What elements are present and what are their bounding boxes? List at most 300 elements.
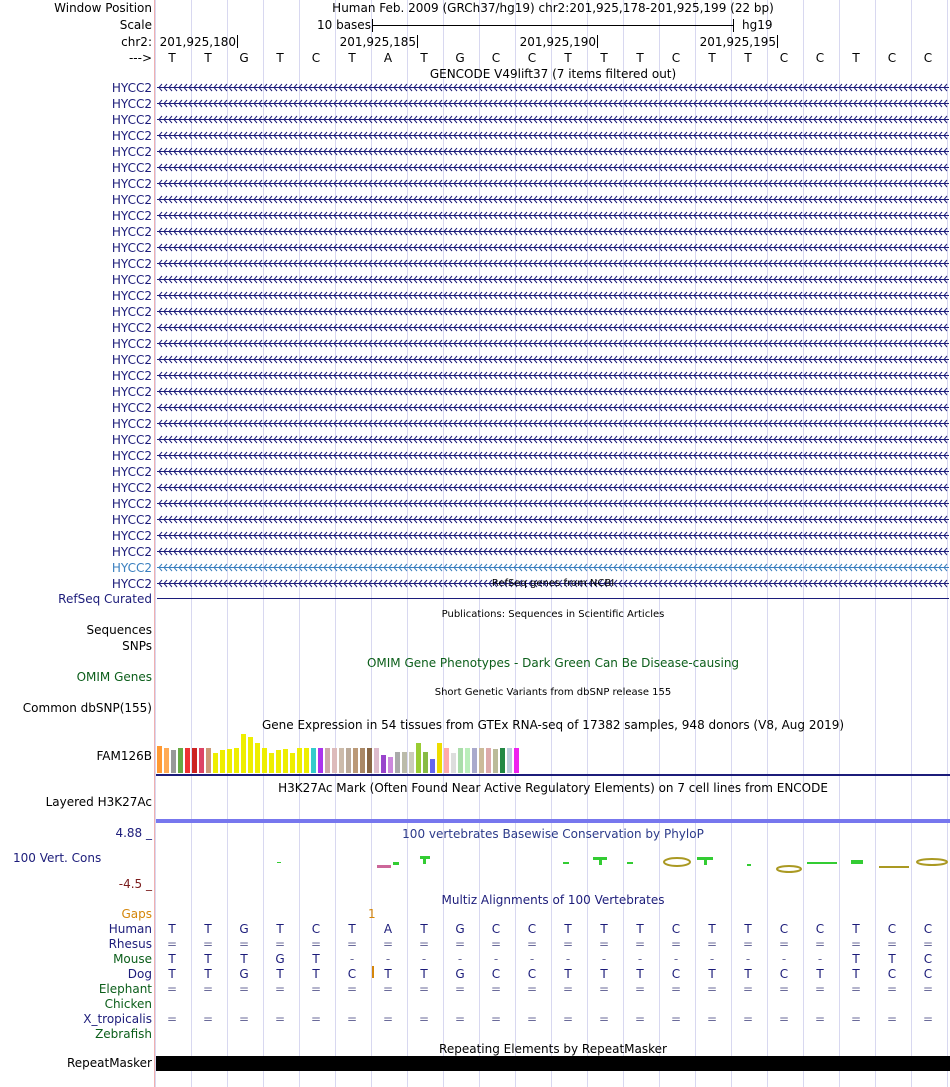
alignment-base: T (420, 967, 428, 981)
gencode-transcript-label[interactable]: HYCC2 (111, 369, 152, 383)
gtex-tissue-bar[interactable] (416, 743, 421, 773)
gencode-transcript-label[interactable]: HYCC2 (111, 417, 152, 431)
alignment-base: = (742, 937, 754, 951)
publications-title: Publications: Sequences in Scientific Articles (441, 609, 665, 620)
alignment-base: - (493, 952, 499, 966)
scale-db: hg19 (742, 18, 773, 32)
alignment-base: T (636, 967, 644, 981)
gencode-transcript-label[interactable]: HYCC2 (111, 113, 152, 127)
gtex-tissue-bar[interactable] (423, 752, 428, 773)
gtex-tissue-bar[interactable] (486, 748, 491, 773)
gtex-tissue-bar[interactable] (500, 748, 505, 773)
gtex-baseline (156, 774, 950, 776)
alignment-base: = (346, 937, 358, 951)
alignment-base: T (276, 922, 284, 936)
scale-text: 10 bases (317, 18, 371, 32)
gtex-bar-chart[interactable] (157, 732, 949, 773)
gencode-transcript-line[interactable] (157, 355, 949, 364)
alignment-base: C (671, 922, 681, 936)
gencode-transcript-label[interactable]: HYCC2 (111, 545, 152, 559)
gencode-transcript-label[interactable]: HYCC2 (111, 481, 152, 495)
gtex-tissue-bar[interactable] (241, 734, 246, 773)
gtex-tissue-bar[interactable] (346, 748, 351, 773)
ruler-tick-mark (597, 35, 598, 48)
alignment-base: = (670, 982, 682, 996)
gencode-transcript-line[interactable] (157, 467, 949, 476)
gtex-tissue-bar[interactable] (388, 757, 393, 773)
alignment-base: C (347, 967, 357, 981)
sequence-base: T (564, 51, 572, 65)
chr-label: chr2: (121, 35, 152, 49)
gencode-transcript-line[interactable] (157, 515, 949, 524)
alignment-base: = (526, 1012, 538, 1026)
sequence-base: C (779, 51, 789, 65)
gencode-transcript-label[interactable]: HYCC2 (111, 465, 152, 479)
sequence-base: T (744, 51, 752, 65)
alignment-base: T (852, 922, 860, 936)
gtex-tissue-bar[interactable] (465, 748, 470, 773)
gtex-tissue-bar[interactable] (192, 748, 197, 773)
alignment-base: G (239, 922, 249, 936)
alignment-base: = (814, 937, 826, 951)
alignment-base: = (634, 937, 646, 951)
gtex-tissue-bar[interactable] (178, 748, 183, 773)
ruler-tick-label: 201,925,190 (519, 35, 596, 49)
alignment-base: = (454, 937, 466, 951)
alignment-base: - (457, 952, 463, 966)
omim-label[interactable]: OMIM Genes (76, 670, 152, 684)
alignment-base: = (562, 937, 574, 951)
species-label[interactable]: Mouse (113, 952, 152, 966)
ruler-tick-label: 201,925,195 (699, 35, 776, 49)
scale-bar-right-tick (733, 19, 734, 32)
repeatmasker-label[interactable]: RepeatMasker (66, 1056, 152, 1070)
gencode-transcript-line[interactable] (157, 307, 949, 316)
gencode-transcript-label[interactable]: HYCC2 (111, 81, 152, 95)
publications-label-sequences[interactable]: Sequences (86, 623, 152, 637)
gtex-tissue-bar[interactable] (304, 748, 309, 773)
gtex-tissue-bar[interactable] (325, 748, 330, 773)
alignment-base: = (418, 937, 430, 951)
alignment-base: = (886, 1012, 898, 1026)
alignment-base: C (491, 967, 501, 981)
alignment-base: = (274, 982, 286, 996)
gencode-transcript-line[interactable] (157, 179, 949, 188)
gtex-tissue-bar[interactable] (206, 748, 211, 773)
gencode-transcript-label[interactable]: HYCC2 (111, 305, 152, 319)
alignment-base: = (922, 982, 934, 996)
gencode-transcript-line[interactable] (157, 195, 949, 204)
gencode-transcript-label[interactable]: HYCC2 (111, 337, 152, 351)
sequence-base: T (600, 51, 608, 65)
sequence-base: T (708, 51, 716, 65)
alignment-base: T (564, 922, 572, 936)
alignment-base: = (670, 937, 682, 951)
gaps-label[interactable]: Gaps (121, 907, 152, 921)
alignment-base: - (565, 952, 571, 966)
gtex-tissue-bar[interactable] (451, 753, 456, 773)
alignment-base: = (778, 982, 790, 996)
ruler-tick-label: 201,925,185 (339, 35, 416, 49)
gtex-tissue-bar[interactable] (171, 750, 176, 773)
alignment-base: C (923, 952, 933, 966)
h3k27ac-title: H3K27Ac Mark (Often Found Near Active Regulatory Elements) on 7 cell lines from ENCODE (278, 781, 828, 795)
gencode-transcript-line[interactable] (157, 163, 949, 172)
gtex-tissue-bar[interactable] (493, 749, 498, 773)
gencode-transcript-line[interactable] (157, 499, 949, 508)
phylop-mark (807, 862, 837, 864)
alignment-base: = (346, 982, 358, 996)
phylop-mark (747, 864, 751, 866)
gencode-transcript-label[interactable]: HYCC2 (111, 513, 152, 527)
alignment-base: T (240, 952, 248, 966)
gtex-tissue-bar[interactable] (318, 748, 323, 773)
alignment-base: = (382, 1012, 394, 1026)
gencode-transcript-line[interactable] (157, 371, 949, 380)
alignment-base: T (312, 967, 320, 981)
alignment-base: T (744, 967, 752, 981)
gtex-tissue-bar[interactable] (213, 753, 218, 773)
alignment-base: - (421, 952, 427, 966)
gencode-transcript-label[interactable]: HYCC2 (111, 209, 152, 223)
gtex-tissue-bar[interactable] (227, 749, 232, 773)
gencode-transcript-line[interactable] (157, 419, 949, 428)
gencode-transcript-line[interactable] (157, 227, 949, 236)
alignment-base: T (852, 967, 860, 981)
gtex-tissue-bar[interactable] (360, 748, 365, 773)
alignment-base: T (420, 922, 428, 936)
gencode-transcript-label[interactable]: HYCC2 (111, 401, 152, 415)
phylop-plot (157, 852, 949, 874)
gencode-transcript-line[interactable] (157, 435, 949, 444)
repeatmasker-element[interactable] (156, 1056, 950, 1071)
alignment-base: - (601, 952, 607, 966)
alignment-base: = (814, 982, 826, 996)
sequence-base: C (923, 51, 933, 65)
gencode-transcript-line[interactable] (157, 243, 949, 252)
gtex-tissue-bar[interactable] (283, 749, 288, 773)
phylop-mark (423, 856, 426, 864)
dbsnp-label[interactable]: Common dbSNP(155) (22, 701, 152, 715)
alignment-base: C (311, 922, 321, 936)
gtex-tissue-bar[interactable] (402, 752, 407, 773)
gtex-tissue-bar[interactable] (374, 748, 379, 773)
gencode-transcript-line[interactable] (157, 83, 949, 92)
alignment-base: T (204, 967, 212, 981)
alignment-base: = (706, 1012, 718, 1026)
gencode-transcript-line[interactable] (157, 131, 949, 140)
gtex-tissue-bar[interactable] (514, 748, 519, 773)
alignment-base: T (204, 922, 212, 936)
gencode-transcript-label[interactable]: HYCC2 (111, 273, 152, 287)
alignment-base: - (781, 952, 787, 966)
gencode-transcript-label[interactable]: HYCC2 (111, 353, 152, 367)
refseq-line[interactable] (157, 598, 949, 599)
gencode-transcript-label[interactable]: HYCC2 (111, 449, 152, 463)
alignment-base: C (527, 922, 537, 936)
phylop-wiggle[interactable] (157, 852, 949, 874)
gtex-tissue-bar[interactable] (164, 748, 169, 773)
gtex-tissue-bar[interactable] (234, 748, 239, 773)
gtex-tissue-bar[interactable] (381, 755, 386, 773)
alignment-base: = (814, 1012, 826, 1026)
alignment-base: G (455, 922, 465, 936)
alignment-base: T (564, 967, 572, 981)
alignment-base: = (238, 937, 250, 951)
alignment-base: = (922, 1012, 934, 1026)
gencode-transcript-label[interactable]: HYCC2 (111, 529, 152, 543)
gencode-transcript-line[interactable] (157, 115, 949, 124)
phylop-mark (627, 862, 633, 864)
alignment-base: = (454, 1012, 466, 1026)
alignment-base: = (598, 937, 610, 951)
alignment-base: = (310, 982, 322, 996)
gtex-tissue-bar[interactable] (437, 743, 442, 773)
gencode-transcript-label[interactable]: HYCC2 (111, 433, 152, 447)
dog-insertion-marker (372, 966, 374, 978)
gtex-tissue-bar[interactable] (472, 748, 477, 773)
window-position-label: Window Position (54, 1, 152, 15)
alignment-base: = (418, 1012, 430, 1026)
gtex-tissue-bar[interactable] (269, 753, 274, 773)
gencode-transcript-line[interactable] (157, 339, 949, 348)
sequence-base: C (491, 51, 501, 65)
sequence-base: T (168, 51, 176, 65)
alignment-base: = (742, 1012, 754, 1026)
gtex-tissue-bar[interactable] (395, 752, 400, 773)
alignment-base: = (274, 937, 286, 951)
phylop-max-label: 4.88 _ (115, 826, 152, 840)
gtex-tissue-bar[interactable] (157, 746, 162, 773)
sequence-base: G (455, 51, 465, 65)
gencode-transcript-label[interactable]: HYCC2 (111, 193, 152, 207)
dbsnp-title: Short Genetic Variants from dbSNP release 155 (434, 687, 672, 698)
gencode-transcript-label[interactable]: HYCC2 (111, 257, 152, 271)
alignment-base: = (526, 982, 538, 996)
phylop-mark (777, 866, 801, 872)
alignment-base: T (276, 967, 284, 981)
omim-title: OMIM Gene Phenotypes - Dark Green Can Be Disease-causing (366, 656, 740, 670)
repeatmasker-title: Repeating Elements by RepeatMasker (439, 1042, 667, 1056)
gencode-transcript-line[interactable] (157, 531, 949, 540)
phylop-mark (704, 857, 707, 865)
gencode-transcript-label[interactable]: HYCC2 (111, 177, 152, 191)
alignment-base: = (634, 982, 646, 996)
alignment-base: = (382, 982, 394, 996)
alignment-base: - (385, 952, 391, 966)
alignment-base: T (816, 967, 824, 981)
alignment-base: = (850, 1012, 862, 1026)
phylop-mark (377, 865, 391, 868)
alignment-base: T (708, 922, 716, 936)
phylop-mark (277, 862, 281, 863)
alignment-base: = (706, 982, 718, 996)
gencode-transcript-line[interactable] (157, 563, 949, 572)
phylop-title: 100 vertebrates Basewise Conservation by PhyloP (402, 827, 704, 841)
sequence-base: T (636, 51, 644, 65)
gencode-transcript-label[interactable]: HYCC2 (111, 577, 152, 591)
alignment-base: = (202, 982, 214, 996)
alignment-base: = (274, 1012, 286, 1026)
alignment-base: C (671, 967, 681, 981)
phylop-mark (879, 866, 909, 868)
gtex-tissue-bar[interactable] (332, 748, 337, 773)
phylop-mark (851, 860, 863, 864)
gencode-transcript-label[interactable]: HYCC2 (111, 385, 152, 399)
alignment-base: T (204, 952, 212, 966)
gencode-transcript-label[interactable]: HYCC2 (111, 321, 152, 335)
gtex-tissue-bar[interactable] (199, 748, 204, 773)
alignment-base: G (275, 952, 285, 966)
sequence-base: T (204, 51, 212, 65)
gencode-transcript-line[interactable] (157, 99, 949, 108)
gencode-transcript-line[interactable] (157, 211, 949, 220)
alignment-base: - (673, 952, 679, 966)
gencode-transcript-label[interactable]: HYCC2 (111, 289, 152, 303)
species-label[interactable]: Chicken (104, 997, 152, 1011)
alignment-base: T (852, 952, 860, 966)
gencode-transcript-line[interactable] (157, 259, 949, 268)
gtex-tissue-bar[interactable] (220, 750, 225, 773)
phylop-min-label: -4.5 _ (118, 877, 152, 891)
species-label[interactable]: Human (108, 922, 152, 936)
alignment-base: = (598, 1012, 610, 1026)
sequence-base: T (420, 51, 428, 65)
gencode-transcript-label[interactable]: HYCC2 (111, 161, 152, 175)
species-label[interactable]: Dog (127, 967, 152, 981)
gencode-transcript-label[interactable]: HYCC2 (111, 97, 152, 111)
gtex-tissue-bar[interactable] (297, 748, 302, 773)
scale-bar (372, 25, 734, 26)
gtex-tissue-bar[interactable] (339, 748, 344, 773)
alignment-base: = (562, 982, 574, 996)
gencode-title: GENCODE V49lift37 (7 items filtered out) (429, 67, 677, 81)
phylop-mark (599, 857, 602, 865)
gtex-tissue-bar[interactable] (276, 750, 281, 773)
sequence-base: A (383, 51, 393, 65)
alignment-base: T (636, 922, 644, 936)
gencode-transcript-label[interactable]: HYCC2 (111, 129, 152, 143)
gtex-tissue-bar[interactable] (444, 748, 449, 773)
gencode-transcript-label[interactable]: HYCC2 (111, 561, 152, 575)
alignment-base: C (491, 922, 501, 936)
alignment-base: = (310, 937, 322, 951)
gtex-tissue-bar[interactable] (507, 748, 512, 773)
alignment-base: = (166, 982, 178, 996)
alignment-base: = (562, 1012, 574, 1026)
alignment-base: T (168, 952, 176, 966)
phylop-mark (563, 862, 569, 864)
gtex-tissue-bar[interactable] (367, 748, 372, 773)
strand-label: ---> (128, 51, 152, 65)
alignment-base: = (850, 937, 862, 951)
gtex-tissue-bar[interactable] (290, 753, 295, 773)
gtex-tissue-bar[interactable] (262, 748, 267, 773)
gtex-tissue-bar[interactable] (248, 737, 253, 773)
alignment-base: = (778, 937, 790, 951)
species-label[interactable]: Rhesus (108, 937, 152, 951)
alignment-base: C (527, 967, 537, 981)
gtex-tissue-bar[interactable] (185, 748, 190, 773)
refseq-label[interactable]: RefSeq Curated (58, 592, 152, 606)
gencode-transcript-label[interactable]: HYCC2 (111, 225, 152, 239)
species-label[interactable]: Zebrafish (95, 1027, 152, 1041)
gtex-tissue-bar[interactable] (255, 743, 260, 773)
gencode-transcript-line[interactable] (157, 403, 949, 412)
alignment-base: = (166, 937, 178, 951)
alignment-base: - (709, 952, 715, 966)
gencode-transcript-line[interactable] (157, 275, 949, 284)
alignment-base: = (886, 982, 898, 996)
gtex-tissue-bar[interactable] (479, 748, 484, 773)
alignment-base: = (418, 982, 430, 996)
h3k27ac-label[interactable]: Layered H3K27Ac (45, 795, 152, 809)
phylop-mark (917, 859, 947, 865)
gencode-transcript-line[interactable] (157, 483, 949, 492)
alignment-base: T (168, 967, 176, 981)
alignment-base: = (490, 982, 502, 996)
alignment-base: = (922, 937, 934, 951)
alignment-base: = (490, 1012, 502, 1026)
alignment-base: C (779, 967, 789, 981)
gencode-transcript-line[interactable] (157, 387, 949, 396)
alignment-base: A (383, 922, 393, 936)
alignment-base: = (598, 982, 610, 996)
alignment-base: = (886, 937, 898, 951)
gencode-transcript-label[interactable]: HYCC2 (111, 145, 152, 159)
gencode-transcript-label[interactable]: HYCC2 (111, 497, 152, 511)
gtex-tissue-bar[interactable] (311, 748, 316, 773)
alignment-base: = (634, 1012, 646, 1026)
gencode-transcript-line[interactable] (157, 291, 949, 300)
alignment-base: - (349, 952, 355, 966)
phylop-mark (393, 862, 399, 865)
gtex-tissue-bar[interactable] (409, 752, 414, 773)
alignment-base: = (526, 937, 538, 951)
alignment-base: = (490, 937, 502, 951)
species-label[interactable]: X_tropicalis (83, 1012, 152, 1026)
alignment-base: T (600, 922, 608, 936)
gencode-transcript-line[interactable] (157, 323, 949, 332)
alignment-base: = (706, 937, 718, 951)
sequence-base: C (815, 51, 825, 65)
sequence-base: T (852, 51, 860, 65)
gtex-tissue-bar[interactable] (458, 748, 463, 773)
ruler-tick-mark (417, 35, 418, 48)
gencode-transcript-line[interactable] (157, 147, 949, 156)
sequence-base: C (311, 51, 321, 65)
gtex-label[interactable]: FAM126B (96, 749, 152, 763)
h3k27ac-signal-band[interactable] (156, 819, 950, 823)
alignment-base: = (382, 937, 394, 951)
sequence-base: T (348, 51, 356, 65)
publications-label-snps[interactable]: SNPs (122, 639, 152, 653)
gencode-transcript-line[interactable] (157, 451, 949, 460)
species-label[interactable]: Elephant (98, 982, 152, 996)
alignment-base: C (815, 922, 825, 936)
gtex-tissue-bar[interactable] (353, 748, 358, 773)
alignment-base: T (168, 922, 176, 936)
gap-marker: 1 (368, 907, 376, 921)
alignment-base: = (670, 1012, 682, 1026)
phylop-label[interactable]: 100 Vert. Cons (13, 851, 102, 865)
alignment-base: = (346, 1012, 358, 1026)
gencode-transcript-label[interactable]: HYCC2 (111, 241, 152, 255)
sequence-base: G (239, 51, 249, 65)
gtex-tissue-bar[interactable] (430, 759, 435, 773)
gencode-transcript-line[interactable] (157, 547, 949, 556)
alignment-base: C (887, 922, 897, 936)
